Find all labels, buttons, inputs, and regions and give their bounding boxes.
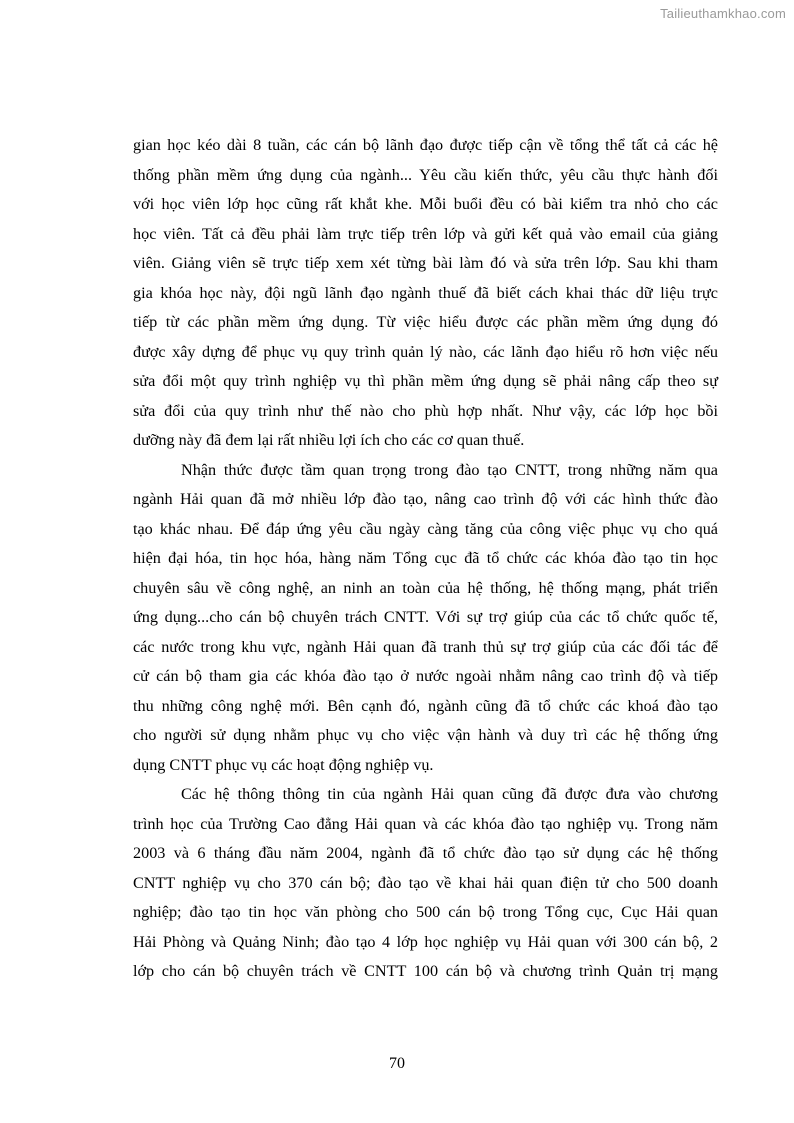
text-line: dưỡng này đã đem lại rất nhiều lợi ích cho các cơ quan thuế. [133,431,525,449]
text-line: sửa đổi của quy trình như thế nào cho phù hợp nhất. Như vậy, các lớp học bồi [133,401,718,420]
text-line: viên. Giảng viên sẽ trực tiếp xem xét từng bài làm đó và sửa trên lớp. Sau khi tham [133,254,718,272]
paragraph-3 [133,780,718,987]
page-number: 70 [389,1055,405,1072]
text-line: được xây dựng để phục vụ quy trình quản lý nào, các lãnh đạo hiểu rõ hơn việc nếu [133,342,718,361]
text-line: tạo khác nhau. Để đáp ứng yêu cầu ngày càng tăng của công việc phục vụ cho quá [133,519,718,538]
text-line: CNTT nghiệp vụ cho 370 cán bộ; đào tạo về khai hải quan điện tử cho 500 doanh [133,873,718,892]
watermark-text: Tailieuthamkhao.com [660,6,786,21]
text-line: gia khóa học này, đội ngũ lãnh đạo ngành thuế đã biết cách khai thác dữ liệu trực [133,283,718,302]
paragraph-2 [133,456,718,781]
text-line: Các hệ thông thông tin của ngành Hải quan cũng đã được đưa vào chương [181,785,718,803]
text-line: học viên. Tất cả đều phải làm trực tiếp trên lớp và gửi kết quả vào email của giảng [133,224,718,243]
text-line: ngành Hải quan đã mở nhiều lớp đào tạo, nâng cao trình độ với các hình thức đào [133,490,718,508]
text-line: cho người sử dụng nhằm phục vụ cho việc vận hành và duy trì các hệ thống ứng [133,726,718,744]
text-line: sửa đổi một quy trình nghiệp vụ thì phần mềm ứng dụng sẽ phải nâng cấp theo sự [133,372,718,390]
text-line: trình học của Trường Cao đẳng Hải quan và các khóa đào tạo nghiệp vụ. Trong năm [133,814,718,833]
paragraph-1 [133,131,718,456]
text-line: Nhận thức được tầm quan trọng trong đào tạo CNTT, trong những năm qua [181,460,718,479]
text-line: các nước trong khu vực, ngành Hải quan đã tranh thủ sự trợ giúp của các đối tác để [133,637,718,656]
text-line: gian học kéo dài 8 tuần, các cán bộ lãnh đạo được tiếp cận về tổng thể tất cả các hệ [133,136,718,154]
text-line: thu những công nghệ mới. Bên cạnh đó, ngành cũng đã tổ chức các khoá đào tạo [133,696,718,715]
text-line: dụng CNTT phục vụ các hoạt động nghiệp vụ. [133,755,434,774]
text-line: cử cán bộ tham gia các khóa đào tạo ở nước ngoài nhằm nâng cao trình độ và tiếp [133,667,718,685]
text-line: nghiệp; đào tạo tin học văn phòng cho 500 cán bộ trong Tổng cục, Cục Hải quan [133,903,718,921]
text-line: Hải Phòng và Quảng Ninh; đào tạo 4 lớp học nghiệp vụ Hải quan với 300 cán bộ, 2 [133,932,718,951]
text-line: thống phần mềm ứng dụng của ngành... Yêu cầu kiến thức, yêu cầu thực hành đối [133,165,718,184]
text-line: với học viên lớp học cũng rất khắt khe. Mỗi buổi đều có bài kiểm tra nhỏ cho các [133,195,718,213]
document-body [133,131,718,987]
text-line: lớp cho cán bộ chuyên trách về CNTT 100 cán bộ và chương trình Quản trị mạng [133,962,718,980]
text-line: chuyên sâu về công nghệ, an ninh an toàn của hệ thống, hệ thống mạng, phát triển [133,578,718,597]
text-line: ứng dụng...cho cán bộ chuyên trách CNTT. Với sự trợ giúp của các tổ chức quốc tế, [133,608,718,626]
text-line: hiện đại hóa, tin học hóa, hàng năm Tổng cục đã tổ chức các khóa đào tạo tin học [133,549,718,567]
text-line: tiếp từ các phần mềm ứng dụng. Từ việc hiểu được các phần mềm ứng dụng đó [133,313,718,331]
text-line: 2003 và 6 tháng đầu năm 2004, ngành đã tổ chức đào tạo sử dụng các hệ thống [133,844,718,862]
